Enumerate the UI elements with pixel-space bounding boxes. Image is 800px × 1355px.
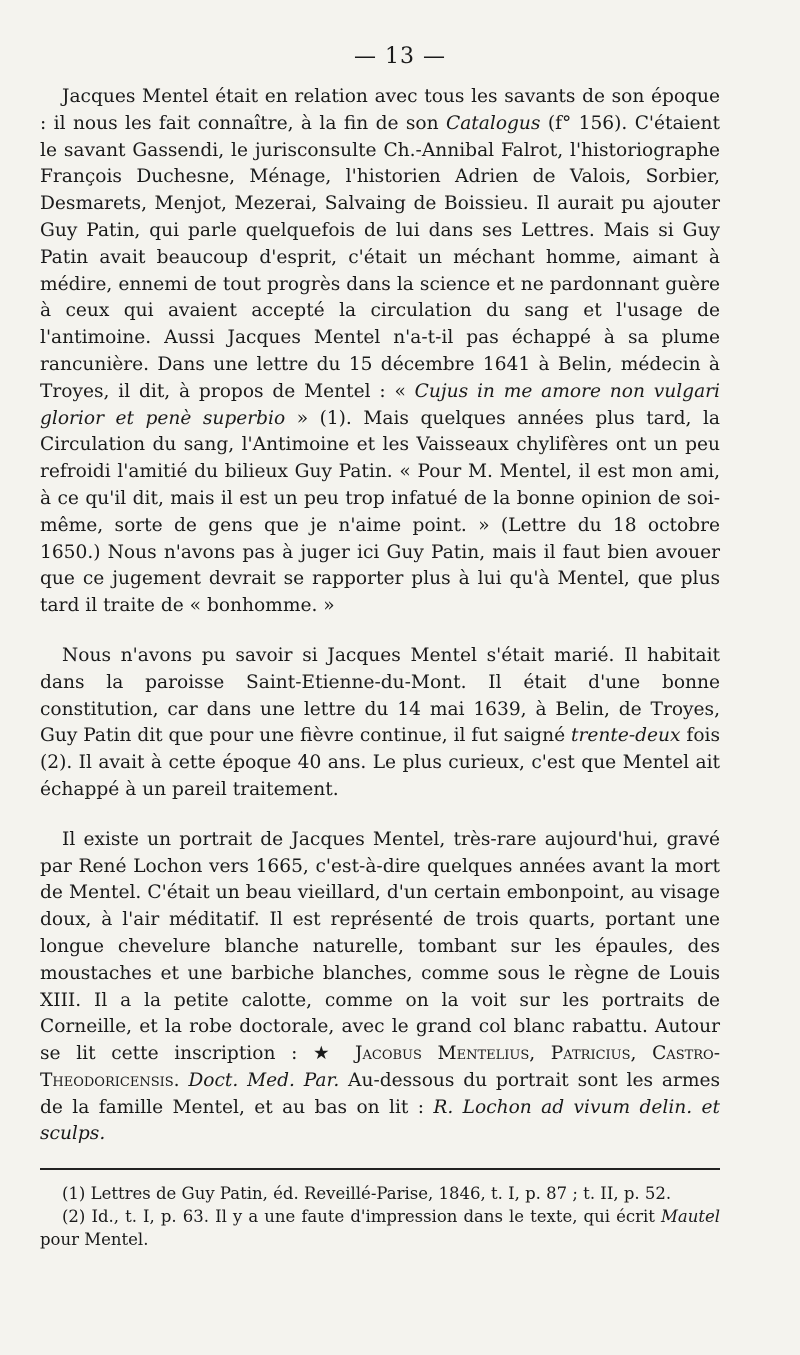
paragraph-1-text-c: (f° 156). C'étaient le savant Gassendi, le jurisconsulte Ch.-Annibal Falrot, l'historiographe François Duchesne, Ménage, l'historien Adrien de Valois, Sorbier, Desmarets, Menjot, Mezerai, Salvaing de Boissieu. Il aurait pu ajouter Guy Patin, qui parle quelquefois de lui dans ses Lettres. Mais si Guy Patin avait beaucoup d'esprit, c'était un méchant homme, aimant à médire, ennemi de tout progrès dans la science et ne pardonnant guère à ceux qui avaient accepté la circulation du sang et l'usage de l'antimoine. Aussi Jacques Mentel n'a-t-il pas échappé à sa plume rancunière. Dans une lettre du 15 décembre 1641 à Belin, médecin à Troyes, il dit, à propos de Mentel : «: [40, 112, 720, 402]
page-number: — 13 —: [354, 44, 446, 69]
paragraph-3-text-a: Il existe un portrait de Jacques Mentel, très-rare aujourd'hui, gravé par René Lochon vers 1665, c'est-à-dire quelques années avant la mort de Mentel. C'était un beau vieillard, d'un certain embonpoint, au visage doux, à l'air méditatif. Il est représenté de trois quarts, portant une longue chevelure blanche naturelle, tombant sur les épaules, des moustaches et une barbiche blanches, comme sous le règne de Louis XIII. Il a la petite calotte, comme on la voit sur les portraits de Corneille, et la robe doctorale, avec le grand col blanc rabattu. Autour se lit cette inscription :: [40, 828, 720, 1065]
footnotes: [40, 1182, 720, 1251]
footnote-1: (1) Lettres de Guy Patin, éd. Reveillé-Parise, 1846, t. I, p. 87 ; t. II, p. 52.: [62, 1184, 672, 1203]
paragraph-2-text-a: Nous n'avons pu savoir si Jacques Mentel s'était marié. Il habitait dans la paroisse Saint-Etienne-du-Mont. Il était d'une bonne constitution, car dans une lettre du 14 mai 1639, à Belin, de Troyes, Guy Patin dit que pour une fièvre continue, il fut saigné: [40, 644, 720, 747]
paragraph-2: [40, 643, 720, 804]
body-text: [40, 84, 720, 1171]
doct-med-par: Doct. Med. Par.: [188, 1069, 340, 1091]
trente-deux: trente-deux: [571, 725, 681, 747]
catalogus-title: Catalogus: [446, 112, 541, 134]
engraver-credit: R. Lochon ad vivum delin. et sculps.: [40, 1096, 721, 1145]
paragraph-2-text-c: fois (2). Il avait à cette époque 40 ans. Le plus curieux, c'est que Mentel ait échappé à un pareil traitement.: [40, 725, 720, 800]
paragraph-1-text-a: Jacques Mentel était en relation avec tous les savants de son époque : il nous les fait connaître, à la fin de son: [40, 86, 720, 134]
star-icon: ★: [312, 1043, 340, 1065]
paragraph-1: [40, 84, 720, 620]
paragraph-3: [40, 827, 720, 1149]
paragraph-1-text-e: » (1). Mais quelques années plus tard, la Circulation du sang, l'Antimoine et les Vaisseaux chylifères ont un peu refroidi l'amitié du bilieux Guy Patin. « Pour M. Mentel, il est mon ami, à ce qu'il dit, mais il est un peu trop infatué de la bonne opinion de soi-même, sorte de gens que je n'aime point. » (Lettre du 18 octobre 1650.) Nous n'avons pas à juger ici Guy Patin, mais il faut bien avouer que ce jugement devrait se rapporter plus à lui qu'à Mentel, que plus tard il traite de « bonhomme. »: [40, 407, 720, 617]
misprint-word: Mautel: [660, 1207, 720, 1226]
footnote-divider: [40, 1168, 720, 1170]
portrait-inscription: Jacobus Mentelius, Patricius, Castro-Theodoricensis.: [40, 1043, 720, 1091]
footnote-2-text-c: pour Mentel.: [40, 1230, 149, 1249]
latin-quote: Cujus in me amore non vulgari glorior et penè superbio: [40, 380, 720, 429]
paragraph-3-text-d: Au-dessous du portrait sont les armes de la famille Mentel, et au bas on lit :: [40, 1069, 720, 1118]
footnote-2: [40, 1205, 720, 1251]
footnote-2-text-a: (2) Id., t. I, p. 63. Il y a une faute d'impression dans le texte, qui écrit: [62, 1207, 661, 1226]
